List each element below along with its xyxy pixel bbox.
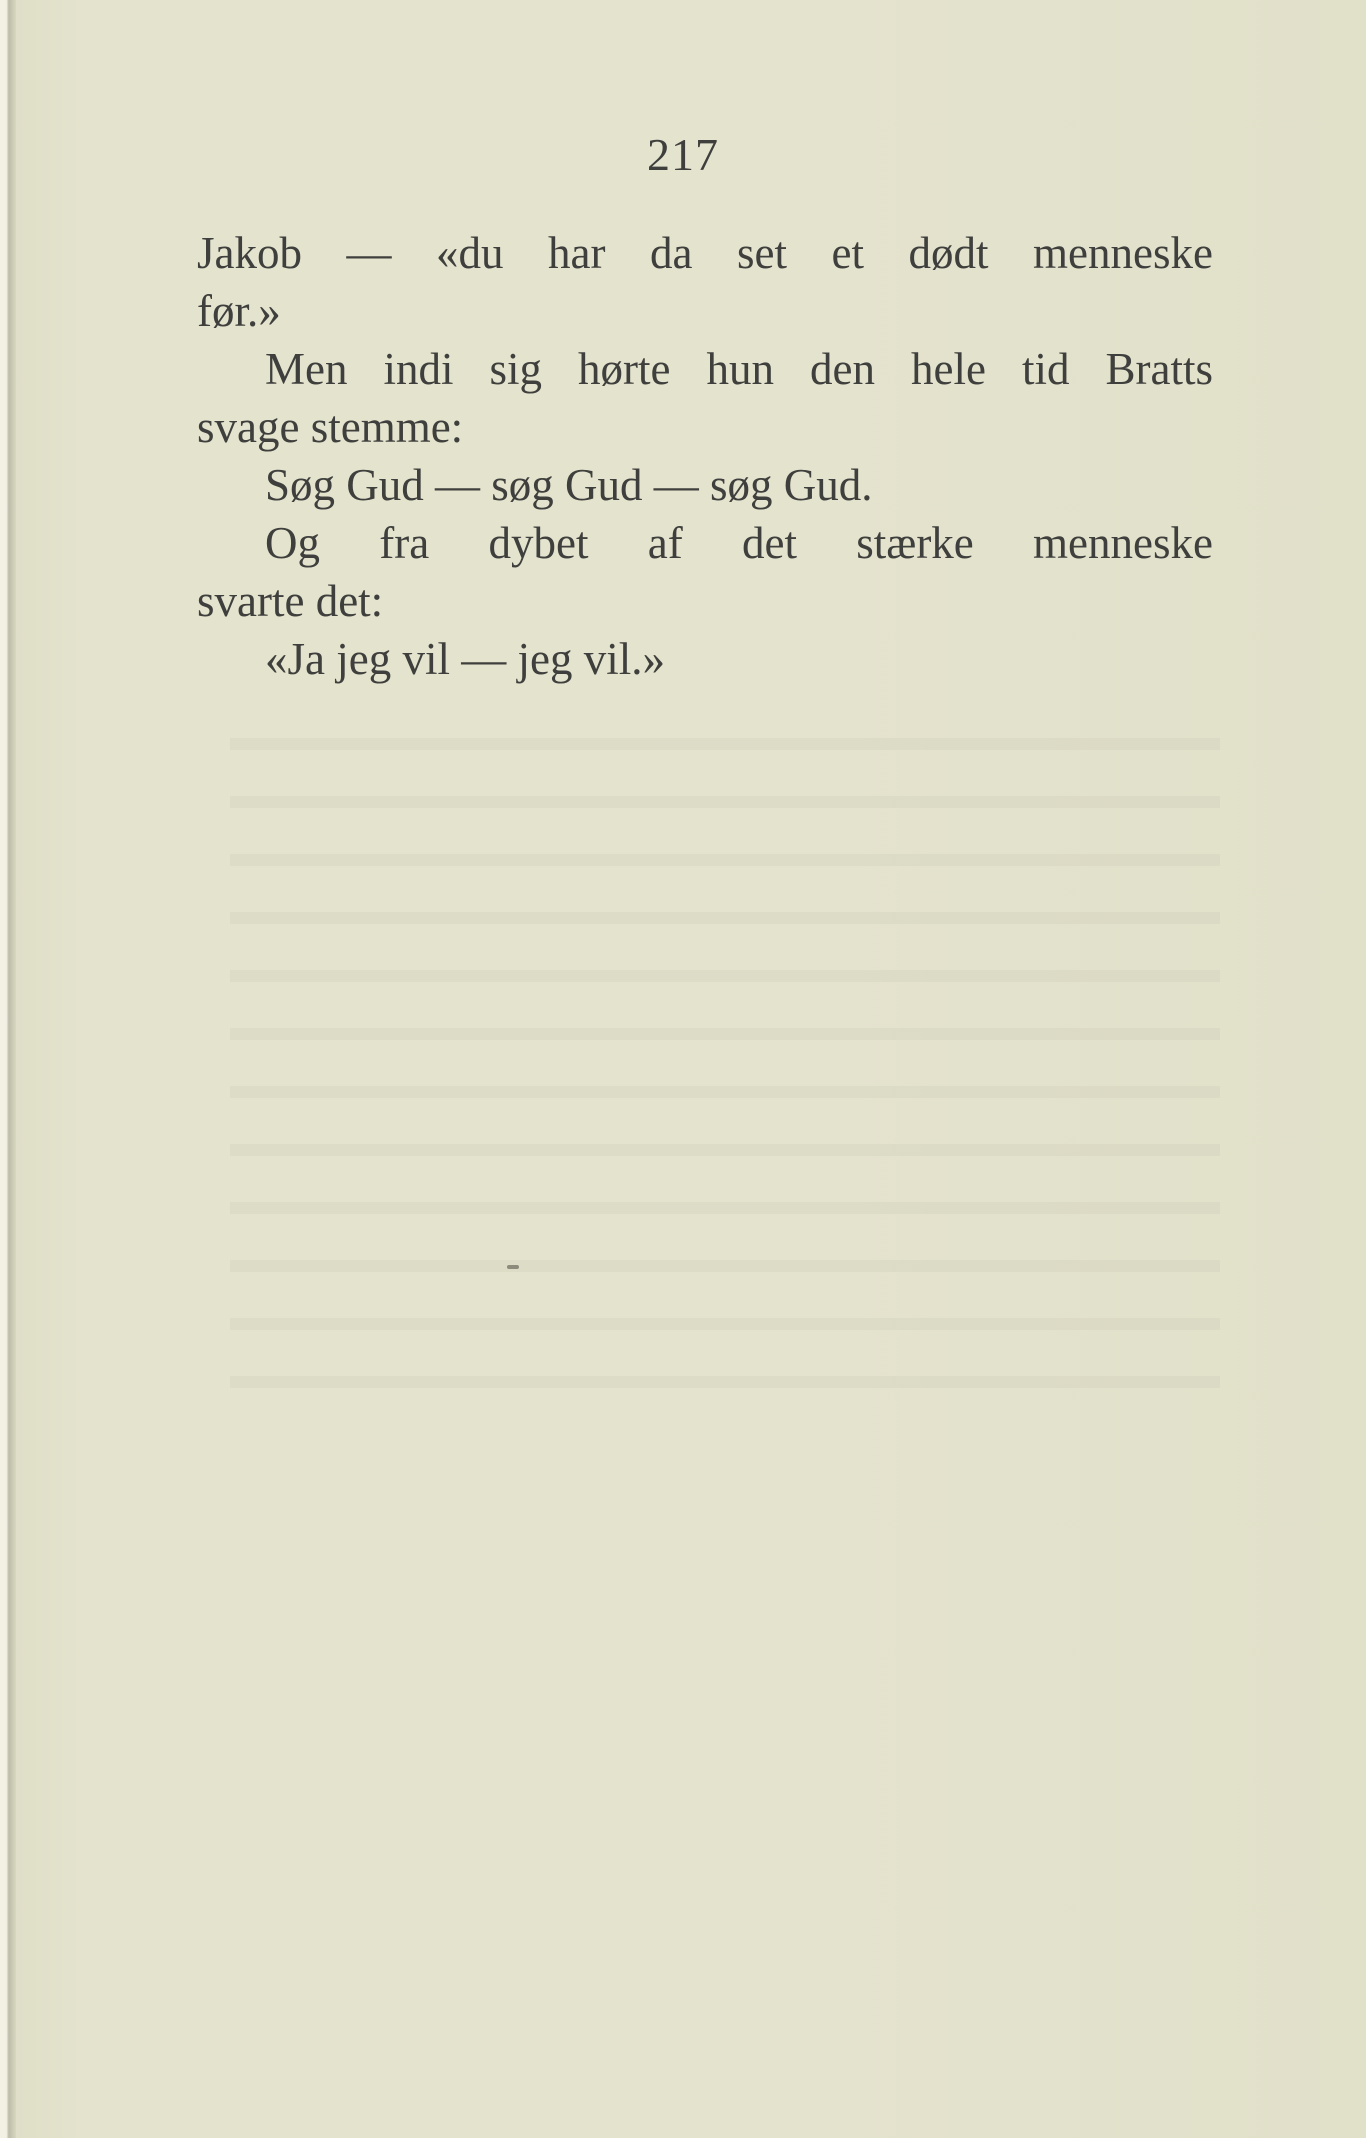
text-line: svarte det: [197, 576, 384, 626]
text-line: Men indi sig hørte hun den hele tid Bratts [265, 344, 1213, 394]
page-spine-edge [0, 0, 16, 2138]
body-text [197, 224, 1213, 688]
text-line: Jakob — «du har da set et dødt menneske [197, 228, 1213, 278]
text-line: Søg Gud — søg Gud — søg Gud. [265, 460, 873, 510]
text-line: før.» [197, 286, 281, 336]
text-line: «Ja jeg vil — jeg vil.» [265, 634, 665, 684]
page-number: 217 [647, 129, 719, 180]
paper-speck [507, 1265, 519, 1269]
show-through-text [230, 710, 1220, 1410]
text-line: svage stemme: [197, 402, 464, 452]
text-line: Og fra dybet af det stærke menneske [265, 518, 1213, 568]
